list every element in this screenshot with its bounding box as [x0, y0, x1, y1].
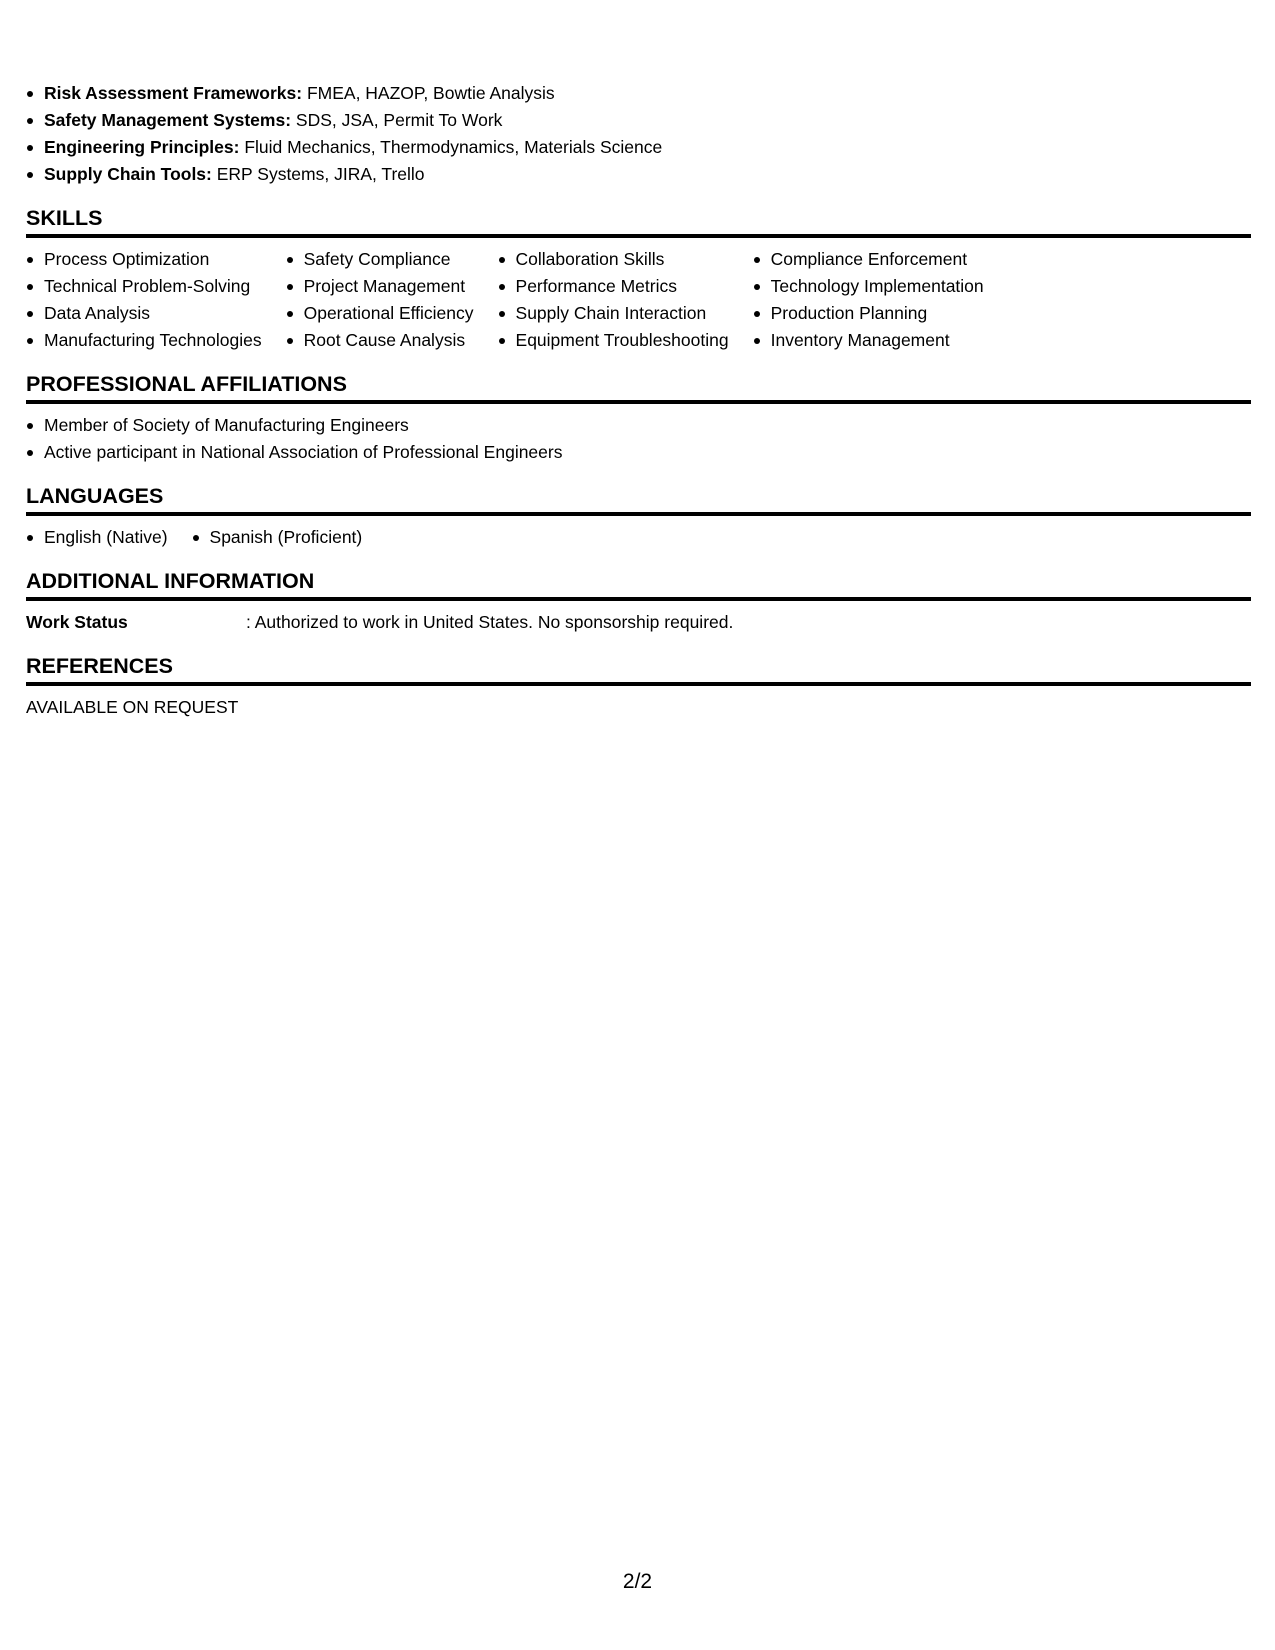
affiliations-list — [26, 412, 1251, 466]
tools-item-value: Fluid Mechanics, Thermodynamics, Materials Science — [239, 137, 663, 157]
skills-column — [26, 246, 262, 354]
tools-item-value: ERP Systems, JIRA, Trello — [211, 164, 425, 184]
tools-item — [26, 107, 1251, 134]
skill-item: Compliance Enforcement — [753, 246, 984, 273]
languages-heading: LANGUAGES — [26, 483, 1251, 516]
skill-item: Process Optimization — [26, 246, 262, 273]
skill-item: Technical Problem-Solving — [26, 273, 262, 300]
skills-column — [753, 246, 984, 354]
skills-columns — [26, 246, 1251, 354]
skill-item: Supply Chain Interaction — [498, 300, 729, 327]
skill-item: Manufacturing Technologies — [26, 327, 262, 354]
work-status-value: : Authorized to work in United States. No sponsorship required. — [246, 612, 734, 632]
skills-column — [498, 246, 729, 354]
work-status-label: Work Status — [26, 612, 128, 632]
skill-item: Safety Compliance — [286, 246, 474, 273]
skill-item: Equipment Troubleshooting — [498, 327, 729, 354]
references-heading: REFERENCES — [26, 653, 1251, 686]
tools-item — [26, 134, 1251, 161]
tools-item-label: Engineering Principles: — [44, 137, 240, 157]
skill-item: Root Cause Analysis — [286, 327, 474, 354]
skill-item: Project Management — [286, 273, 474, 300]
tools-item-label: Safety Management Systems: — [44, 110, 292, 130]
language-item: Spanish (Proficient) — [192, 524, 363, 551]
tools-item-label: Supply Chain Tools: — [44, 164, 212, 184]
affiliation-item: Member of Society of Manufacturing Engineers — [26, 412, 1251, 439]
tools-item — [26, 80, 1251, 107]
tools-item-value: SDS, JSA, Permit To Work — [291, 110, 503, 130]
references-text: AVAILABLE ON REQUEST — [26, 697, 239, 717]
skill-item: Performance Metrics — [498, 273, 729, 300]
skills-column — [286, 246, 474, 354]
affiliations-heading: PROFESSIONAL AFFILIATIONS — [26, 371, 1251, 404]
affiliation-item: Active participant in National Association of Professional Engineers — [26, 439, 1251, 466]
tools-item-value: FMEA, HAZOP, Bowtie Analysis — [302, 83, 555, 103]
skill-item: Collaboration Skills — [498, 246, 729, 273]
tools-list — [26, 80, 1251, 188]
language-item: English (Native) — [26, 524, 168, 551]
page-number: 2/2 — [622, 1570, 653, 1593]
skills-heading: SKILLS — [26, 205, 1251, 238]
tools-item-label: Risk Assessment Frameworks: — [44, 83, 303, 103]
resume-content — [26, 80, 1251, 721]
skill-item: Inventory Management — [753, 327, 984, 354]
skill-item: Technology Implementation — [753, 273, 984, 300]
tools-item — [26, 161, 1251, 188]
work-status-row — [26, 609, 1251, 636]
skill-item: Production Planning — [753, 300, 984, 327]
skill-item: Data Analysis — [26, 300, 262, 327]
additional-info-heading: ADDITIONAL INFORMATION — [26, 568, 1251, 601]
skill-item: Operational Efficiency — [286, 300, 474, 327]
languages-list — [26, 524, 1251, 551]
